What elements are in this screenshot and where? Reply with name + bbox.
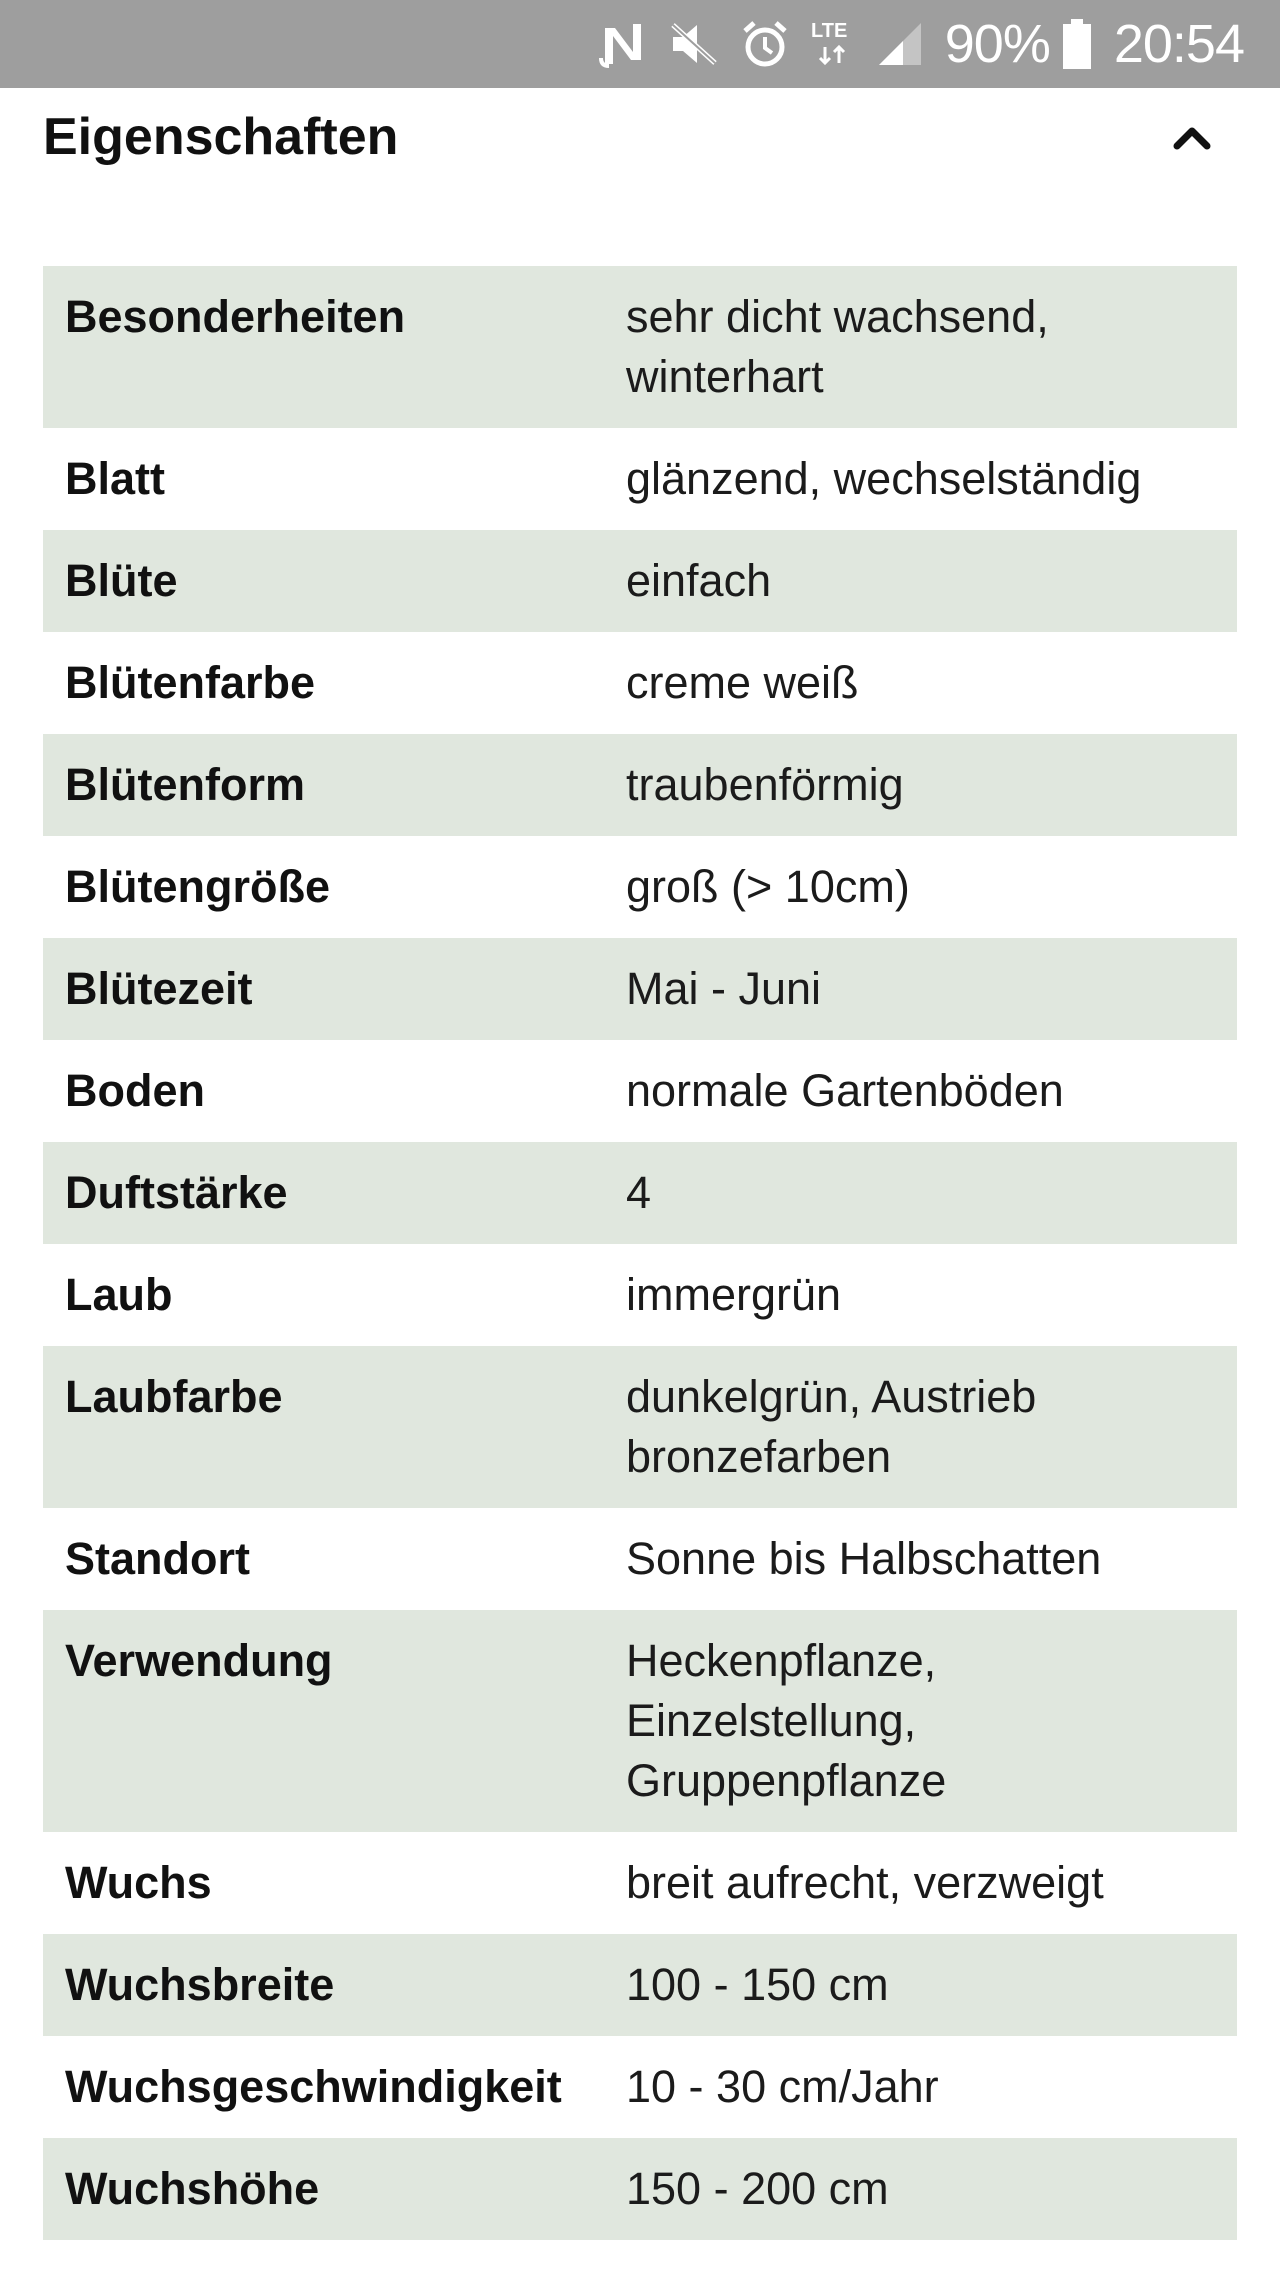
property-value — [626, 1610, 1237, 1832]
property-label: Laub — [65, 1269, 173, 1320]
property-label: Blatt — [65, 453, 165, 504]
property-label: Blütenfarbe — [65, 657, 316, 708]
property-value — [626, 1040, 1237, 1142]
property-value — [626, 632, 1237, 734]
battery-icon — [1062, 14, 1092, 74]
properties-section-header[interactable] — [0, 88, 1280, 186]
table-row — [43, 1610, 1237, 1832]
section-title: Eigenschaften — [43, 108, 399, 166]
property-label: Wuchsbreite — [43, 1934, 626, 2036]
property-label: Duftstärke — [43, 1142, 626, 1244]
chevron-up-icon[interactable] — [1162, 107, 1222, 167]
properties-table — [43, 266, 1237, 2240]
property-value — [626, 1244, 1237, 1346]
table-row — [43, 1934, 1237, 2036]
property-value-line: normale Gartenböden — [626, 1065, 1064, 1116]
property-label: Standort — [65, 1533, 250, 1584]
alarm-icon — [741, 14, 789, 74]
property-value — [626, 1508, 1237, 1610]
property-value — [626, 1142, 1237, 1244]
property-value-line: winterhart — [626, 351, 824, 402]
property-value-line: 10 - 30 cm/Jahr — [626, 2061, 939, 2112]
property-label: Blütenform — [43, 734, 626, 836]
battery-status — [945, 14, 1092, 74]
property-value — [626, 2138, 1237, 2240]
property-value-line: 4 — [626, 1167, 652, 1218]
property-value-line: dunkelgrün, Austrieb — [626, 1371, 1037, 1422]
property-value-line: Gruppenpflanze — [626, 1755, 947, 1806]
nfc-icon — [599, 14, 647, 74]
table-row — [43, 1244, 1237, 1346]
property-label: Verwendung — [43, 1610, 626, 1832]
property-value-line: Sonne bis Halbschatten — [626, 1533, 1102, 1584]
page-content — [0, 88, 1280, 2214]
lte-icon — [811, 14, 855, 74]
table-row — [43, 428, 1237, 530]
property-label: Besonderheiten — [43, 266, 626, 428]
property-value-line: Mai - Juni — [626, 963, 822, 1014]
property-value-line: Heckenpflanze, — [626, 1635, 937, 1686]
property-label: Blüte — [43, 530, 626, 632]
property-label: Blütengröße — [65, 861, 330, 912]
battery-percent: 90% — [944, 14, 1050, 74]
property-value-line: groß (> 10cm) — [626, 861, 910, 912]
property-value — [626, 1934, 1237, 2036]
property-value-line: einfach — [626, 555, 772, 606]
property-value-line: creme weiß — [626, 657, 859, 708]
table-row — [43, 938, 1237, 1040]
property-value — [626, 428, 1237, 530]
table-row — [43, 266, 1237, 428]
property-value-line: glänzend, wechselständig — [626, 453, 1142, 504]
mute-icon — [669, 14, 719, 74]
table-row — [43, 2036, 1237, 2138]
clock-time: 20:54 — [1113, 14, 1244, 74]
property-value — [626, 938, 1237, 1040]
table-row — [43, 1142, 1237, 1244]
table-row — [43, 632, 1237, 734]
property-value-line: bronzefarben — [626, 1431, 892, 1482]
status-bar — [0, 0, 1280, 88]
property-value — [626, 1832, 1237, 1934]
table-row — [43, 1508, 1237, 1610]
table-row — [43, 1832, 1237, 1934]
properties-table-body — [43, 266, 1237, 2240]
table-row — [43, 1346, 1237, 1508]
property-label: Wuchs — [65, 1857, 212, 1908]
property-label: Laubfarbe — [43, 1346, 626, 1508]
property-label: Boden — [65, 1065, 205, 1116]
table-row — [43, 734, 1237, 836]
property-value-line: sehr dicht wachsend, — [626, 291, 1049, 342]
table-row — [43, 1040, 1237, 1142]
property-value-line: traubenförmig — [626, 759, 904, 810]
lte-label: LTE — [810, 20, 848, 42]
property-value-line: immergrün — [626, 1269, 842, 1320]
property-value-line: 100 - 150 cm — [626, 1959, 889, 2010]
property-value-line: 150 - 200 cm — [626, 2163, 889, 2214]
property-value — [626, 1346, 1237, 1508]
property-value — [626, 2036, 1237, 2138]
signal-icon — [877, 14, 923, 74]
table-row — [43, 530, 1237, 632]
property-value — [626, 734, 1237, 836]
property-label: Blütezeit — [43, 938, 626, 1040]
property-value-line: breit aufrecht, verzweigt — [626, 1857, 1104, 1908]
table-row — [43, 2138, 1237, 2240]
property-value — [626, 530, 1237, 632]
property-value — [626, 836, 1237, 938]
property-label: Wuchshöhe — [43, 2138, 626, 2240]
property-label: Wuchsgeschwindigkeit — [65, 2061, 562, 2112]
property-value-line: Einzelstellung, — [626, 1695, 917, 1746]
property-value — [626, 266, 1237, 428]
table-row — [43, 836, 1237, 938]
